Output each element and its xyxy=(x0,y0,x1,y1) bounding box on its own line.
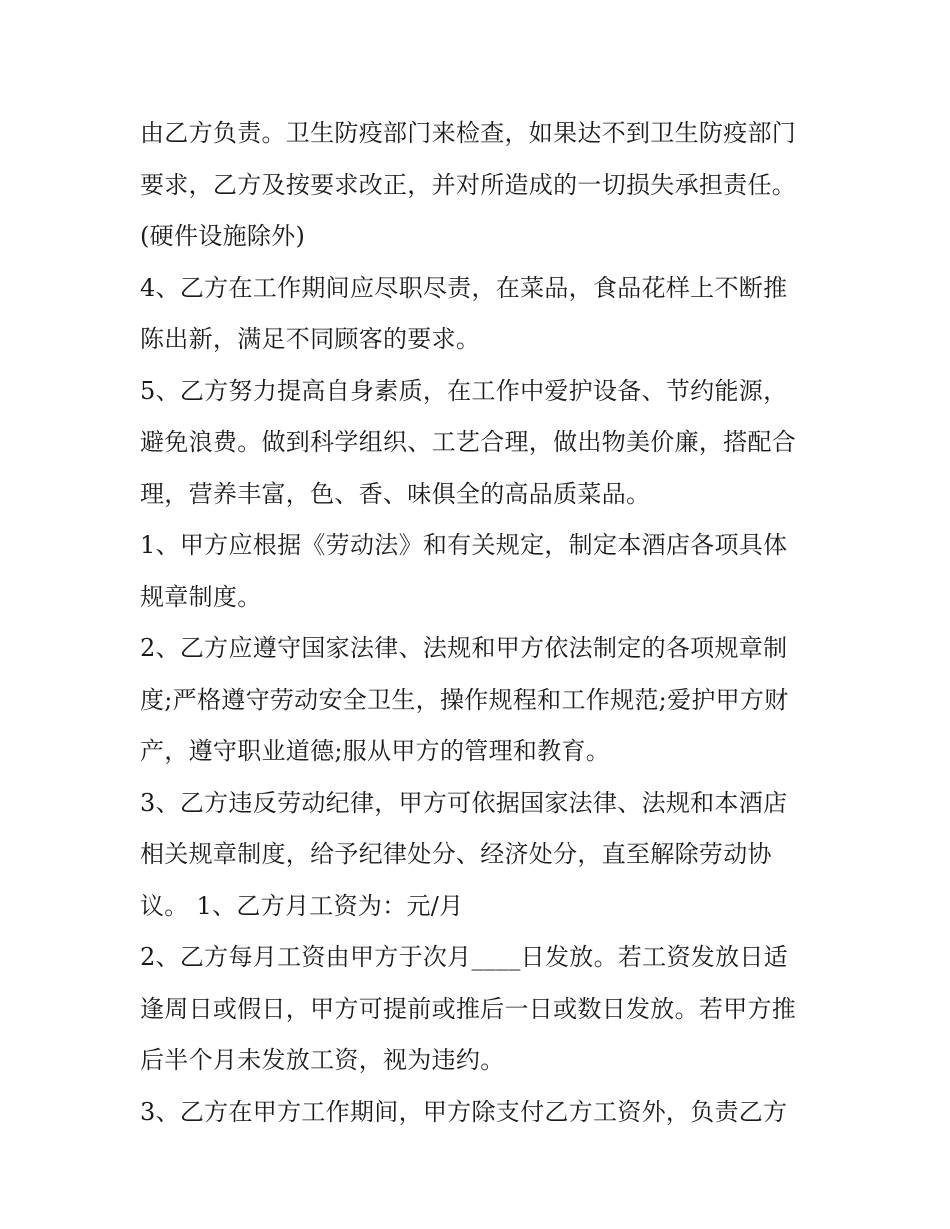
text-line: 3、乙方在甲方工作期间，甲方除支付乙方工资外，负责乙方 xyxy=(140,1097,788,1126)
text-line: 陈出新，满足不同顾客的要求。 xyxy=(140,325,481,353)
text-line: 1、甲方应根据《劳动法》和有关规定，制定本酒店各项具体 xyxy=(140,531,788,559)
text-line: 4、乙方在工作期间应尽职尽责，在菜品，食品花样上不断推 xyxy=(140,273,788,302)
text-line: 避免浪费。做到科学组织、工艺合理，做出物美价廉，搭配合 xyxy=(140,428,797,456)
text-line: 5、乙方努力提高自身素质，在工作中爱护设备、节约能源， xyxy=(140,376,788,405)
text-line: 要求，乙方及按要求改正，并对所造成的一切损失承担责任。 xyxy=(140,170,797,199)
text-line: 逢周日或假日，甲方可提前或推后一日或数日发放。若甲方推 xyxy=(140,994,797,1023)
text-line: 相关规章制度，给予纪律处分、经济处分，直至解除劳动协 xyxy=(140,840,772,868)
text-line: 议。 1、乙方月工资为：元/月 xyxy=(140,891,464,920)
text-line: 2、乙方每月工资由甲方于次月____日发放。若工资发放日适 xyxy=(140,943,788,971)
text-line: 2、乙方应遵守国家法律、法规和甲方依法制定的各项规章制 xyxy=(140,634,788,662)
text-line: 由乙方负责。卫生防疫部门来检查，如果达不到卫生防疫部门 xyxy=(140,119,797,147)
text-line: 理，营养丰富，色、香、味俱全的高品质菜品。 xyxy=(140,479,651,508)
text-line: 产，遵守职业道德;服从甲方的管理和教育。 xyxy=(140,737,611,765)
text-line: 度;严格遵守劳动安全卫生，操作规程和工作规范;爱护甲方财 xyxy=(140,685,789,714)
document-body xyxy=(140,108,820,1138)
text-line: (硬件设施除外) xyxy=(140,222,306,250)
text-line: 3、乙方违反劳动纪律，甲方可依据国家法律、法规和本酒店 xyxy=(140,788,788,817)
text-line: 后半个月未发放工资，视为违约。 xyxy=(140,1046,505,1074)
text-line: 规章制度。 xyxy=(140,582,262,611)
